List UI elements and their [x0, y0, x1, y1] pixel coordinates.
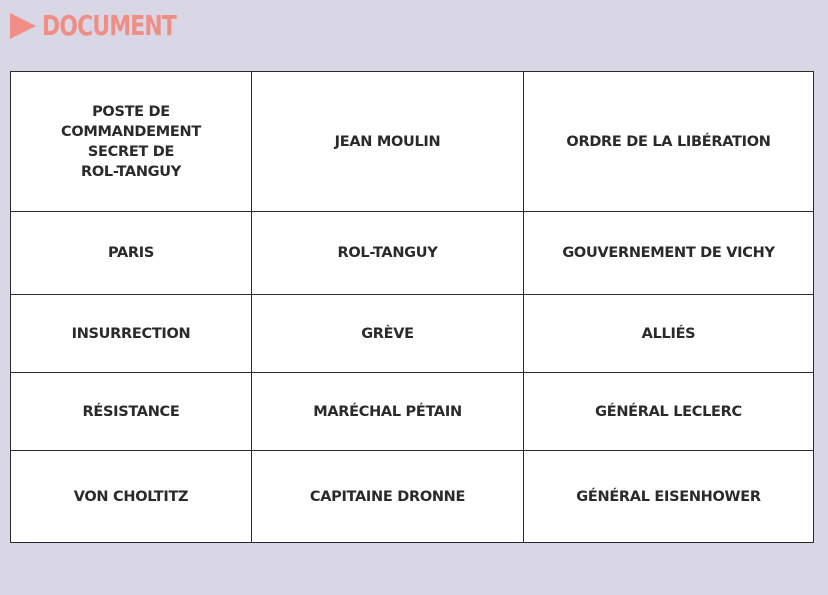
term-grid [11, 72, 813, 542]
table-cell: JEAN MOULIN [252, 72, 524, 212]
term-table [10, 71, 814, 543]
table-cell: ORDRE DE LA LIBÉRATION [524, 72, 813, 212]
table-cell: GRÈVE [252, 295, 524, 373]
document-header [10, 6, 214, 46]
table-cell: GÉNÉRAL EISENHOWER [576, 488, 761, 505]
table-cell: VON CHOLTITZ [11, 451, 252, 542]
table-cell: ROL-TANGUY [252, 212, 524, 295]
table-cell: PARIS [11, 212, 252, 295]
table-cell: RÉSISTANCE [11, 373, 252, 451]
play-arrow-icon [10, 13, 36, 39]
table-cell: INSURRECTION [11, 295, 252, 373]
table-cell: GOUVERNEMENT DE VICHY [524, 212, 813, 295]
table-cell: MARÉCHAL PÉTAIN [252, 373, 524, 451]
table-cell: ALLIÉS [524, 295, 813, 373]
table-cell: CAPITAINE DRONNE [252, 451, 524, 542]
table-cell: GÉNÉRAL LECLERC [524, 373, 813, 451]
page-title: DOCUMENT [42, 9, 177, 42]
table-cell: POSTE DE COMMANDEMENT SECRET DE ROL-TANGUY [11, 72, 252, 212]
